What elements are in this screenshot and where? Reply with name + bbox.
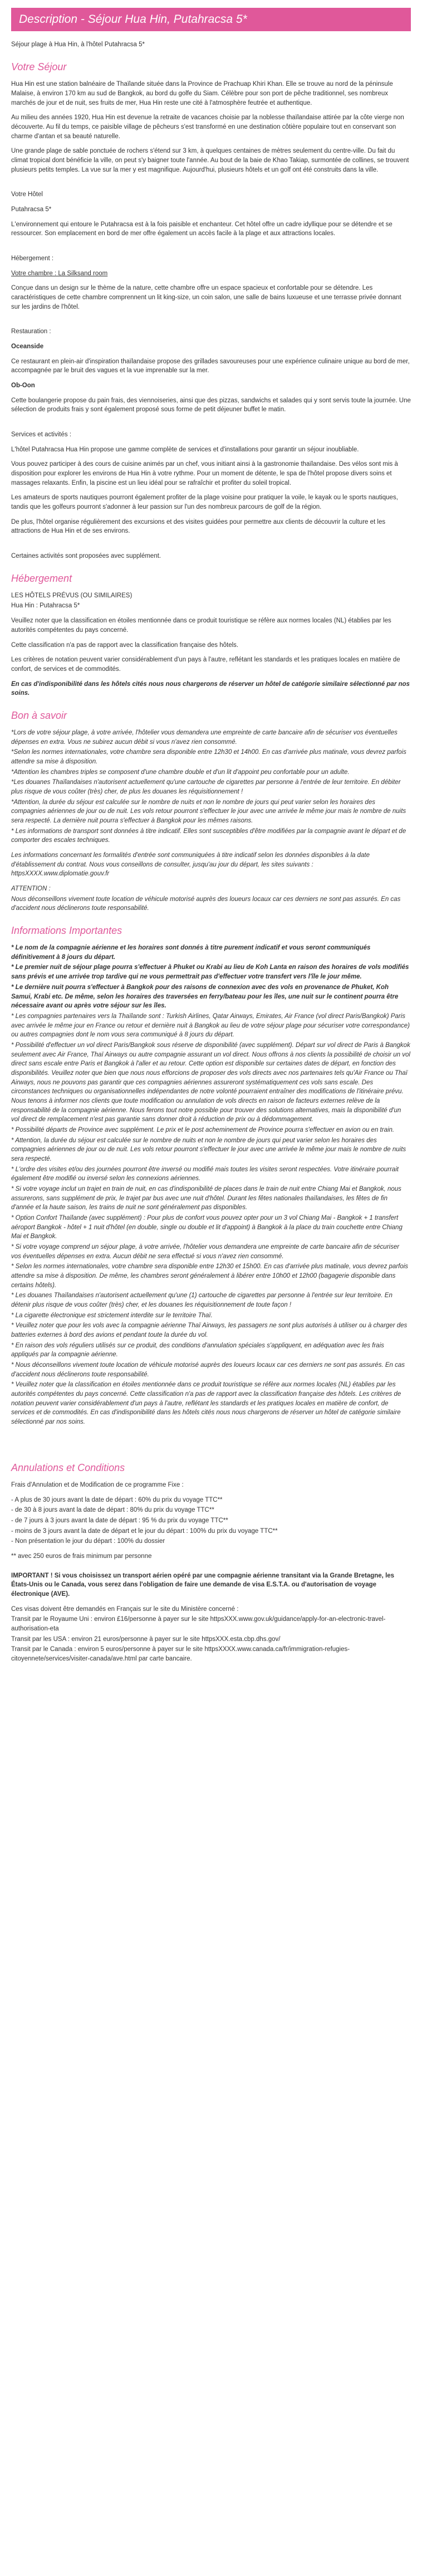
hotel-description: L'environnement qui entoure le Putahracsa est à la fois paisible et enchanteur. Cet hôtel offre un cadre idyllique pour se détendre et se ressourcer. Son emplacement en bord de mer offre également un accès facile à la plage et aux attractions locales. (11, 221, 392, 237)
restaurant-name: Oceanside (11, 343, 44, 350)
info-line: * Veuillez noter que la classification en étoiles mentionnée dans ce produit touristique se réfère aux normes locales (NL) établies par les autorités compétentes du pays concerné. Cette classification n'a pas de rapport avec la classification française des hôtels. Les critères de notation peuvent varier considérablement d'un pays à l'autre, reflétant les standards et les pratiques locales en matière de confort, de services et de commodités. En cas d'indisponibilité dans les hôtels cités nous nous chargerons de réserver un hôtel de catégorie similaire sélectionné par nos soins. (11, 1381, 401, 1426)
hebergement-label: Hébergement : (11, 255, 54, 262)
info-line: * Si votre voyage comprend un séjour plage, à votre arrivée, l'hôtelier vous demandera une empreinte de carte bancaire afin de sécuriser vos éventuelles dépenses en extra. Aucun débit ne sera effectué si vous n'avez rien consommé. (11, 1243, 400, 1260)
info-line: * Le nom de la compagnie aérienne et les horaires sont donnés à titre purement indicatif et vous seront communiqués définitivement à 8 jours du départ. (11, 944, 371, 961)
info-line: * Possibilité départs de Province avec supplément. Le prix et le post acheminement de Province pourra s'effectuer en avion ou en train. (11, 1126, 395, 1133)
restaurant-description: Ce restaurant en plein-air d'inspiration thaïlandaise propose des grillades savoureuses pour une expérience culinaire unique au bord de mer, accompagnée par le bruit des vagues et la vue imprenable sur la mer. (11, 358, 410, 374)
hotel-name: Putahracsa 5* (11, 206, 52, 213)
services-paragraph: L'hôtel Putahracsa Hua Hin propose une gamme complète de services et d'installations pour garantir un séjour inoubliable. (11, 446, 359, 453)
info-line: * Selon les normes internationales, votre chambre sera disponible entre 12h30 et 15h00. En cas d'arrivée plus matinale, vous devrez parfois attendre sa mise à disposition. De même, les chambres seront généralement à libérer entre 10h00 et 12h00 (bagagerie disponible dans certains hôtels). (11, 1263, 409, 1289)
services-note: Certaines activités sont proposées avec supplément. (11, 553, 161, 560)
info-line: * Le premier nuit de séjour plage pourra s'effectuer à Phuket ou Krabi au lieu de Koh Lanta en raison des horaires de vols modifiés sans prévis et une arrivée trop tardive qui ne vous permettrait pas d'effectuer votre transfert vers l'île le jour même. (11, 964, 409, 981)
bon-savoir-line: *Lors de votre séjour plage, à votre arrivée, l'hôtelier vous demandera une empreinte de carte bancaire afin de sécuriser vos éventuelles dépenses en extra. Vous ne subirez aucun débit si vous n'avez rien consommé. (11, 729, 398, 746)
services-label: Services et activités : (11, 431, 72, 438)
info-line: * En raison des vols réguliers utilisés sur ce produit, des conditions d'annulation spéciales s'appliquent, en adéquation avec les frais appliqués par la compagnie aérienne. (11, 1342, 384, 1358)
section-title-hebergement: Hébergement (11, 572, 72, 584)
restaurant-name: Ob-Oon (11, 382, 35, 389)
annulation-note: ** avec 250 euros de frais minimum par personne (11, 1552, 152, 1560)
annulation-item: - Non présentation le jour du départ : 100% du dossier (11, 1538, 165, 1545)
bon-savoir-line: * Les informations de transport sont données à titre indicatif. Elles sont susceptibles d'être modifiées par la compagnie avant le départ et de comporter des escales techniques. (11, 827, 406, 844)
sejour-paragraph: Au milieu des années 1920, Hua Hin est devenue la retraite de vacances choisie par la noblesse thaïlandaise attirée par la côte vierge non découverte. Au fil du temps, ce paisible village de pêcheurs s'est transformé en une destination côtière populaire tout en conservant son charme d'antan et sa beauté naturelle. (11, 114, 404, 140)
section-title-votre-sejour: Votre Séjour (11, 61, 67, 73)
annulation-intro: Frais d'Annulation et de Modification de ce programme Fixe : (11, 1481, 184, 1488)
info-line: * L'ordre des visites et/ou des journées pourront être inversé ou modifié mais toutes les visites seront respectées. Votre itinéraire pourrait également être modifié ou inversé selon les connexions aériennes. (11, 1166, 399, 1182)
info-line: * Possibilité d'effectuer un vol direct Paris/Bangkok sous réserve de disponibilité (avec supplément). Départ sur vol direct de Paris à Bangkok seulement avec Air France, Thaï Airways ou autre compagnie assurant un vol direct. Nous offrons à nos clients la possibilité de choisir un vol direct sans escale entre Paris et Bangkok à l'aller et au retour. Cette option est disponible sur certaines dates de départ, en fonction des disponibilités. Veuillez noter que bien que nous nous efforcions de proposer des vols directs avec nos partenaires tels qu'Air France ou Thaï Airways, nous ne pouvons pas garantir que ces compagnies aériennes assureront systématiquement ces vols sans escale. Des circonstances techniques ou organisationnelles indépendantes de notre volonté pourraient entraîner des modifications de l'itinéraire prévu. Nous tenons à informer nos clients que toute modification ou annulation de vols directs en raison de facteurs externes relève de la responsabilité de la compagnie aérienne. Nous ferons tout notre possible pour trouver des solutions alternatives, mais la disponibilité d'un vol direct de remplacement n'est pas garantie sans donner droit à réduction de prix ou à dédommagement. (11, 1041, 410, 1123)
info-line: * Attention, la durée du séjour est calculée sur le nombre de nuits et non le nombre de jours qui peut varier selon les horaires des compagnies aériennes de jour ou de nuit. Les vols retour pourront s'effectuer le jour avec une arrivée le même jour mais le nombre de nuits sera respecté. (11, 1137, 406, 1162)
section-title-infos: Informations Importantes (11, 925, 122, 937)
info-line: * Le dernière nuit pourra s'effectuer à Bangkok pour des raisons de connexion avec des vols en provenance de Phuket, Koh Samui, Krabi etc. De même, selon les horaires des traversées en ferry/bateau pour les îles, une nuit sur le continent pourra être nécessaire avant ou après votre séjour sur les îles. (11, 983, 399, 1010)
info-line: * Les douanes Thaïlandaises n'autorisent actuellement qu'une (1) cartouche de cigarettes par personne à l'entrée sur leur territoire. En détenir plus risque de vous coûter (très) cher, et les douanes les réquisitionnement de toute façon ! (11, 1292, 392, 1308)
visa-paragraph: Transit par le Royaume Uni : environ £16/personne à payer sur le site httpsXXX.www.gov.uk/guidance/apply-for-an-electronic-travel-authorisation-eta (11, 1616, 386, 1632)
hebergement-paragraph: En cas d'indisponibilité dans les hôtels cités nous nous chargerons de réserver un hôtel de catégorie similaire sélectionné par nos soins. (11, 680, 410, 697)
sejour-paragraph: Hua Hin est une station balnéaire de Thaïlande située dans la Province de Prachuap Khiri Khan. Elle se trouve au nord de la péninsule Malaise, à environ 170 km au sud de Bangkok, au bord du golfe du Siam. Célèbre pour son port de pêche traditionnel, ses nombreux marchés de jour et de nuit, ses fruits de mer, Hua Hin reste une cité à l'atmosphère feutrée et authentique. (11, 81, 393, 106)
section-title-annulations: Annulations et Conditions (11, 1462, 125, 1473)
info-line: * Veuillez noter que pour les vols avec la compagnie aérienne Thaï Airways, les passagers ne sont plus autorisés à utiliser ou à charger des batteries externes à bord des avions et pendant toute la durée du vol. (11, 1322, 408, 1339)
bon-savoir-line: *Les douanes Thaïlandaises n'autorisent actuellement qu'une cartouche de cigarettes par personne à l'entrée de leur territoire. En débiter plus risque de vous coûter (très) cher, de plus les douanes les réquisitionnement ! (11, 779, 401, 795)
hebergement-paragraph: Veuillez noter que la classification en étoiles mentionnée dans ce produit touristique se réfère aux normes locales (NL) établies par les autorités compétentes du pays concerné. (11, 617, 391, 634)
attention-label: ATTENTION : (11, 885, 51, 893)
room-name: Votre chambre : La Silksand room (11, 270, 108, 277)
visa-paragraph: Transit par les USA : environ 21 euros/personne à payer sur le site httpsXXX.esta.cbp.dhs.gov/ (11, 1635, 281, 1643)
attention-text: Nous déconseillons vivement toute location de véhicule motorisé auprès des loueurs locaux car ces derniers ne sont pas assurés. En cas d'accident nous déclinerons toute responsabilité. (11, 895, 401, 912)
annulation-item: - de 7 jours à 3 jours avant la date de départ : 95 % du prix du voyage TTC** (11, 1517, 228, 1524)
hebergement-line: LES HÔTELS PRÉVUS (OU SIMILAIRES) (11, 592, 133, 599)
restaurant-description: Cette boulangerie propose du pain frais, des viennoiseries, ainsi que des pizzas, sandwichs et salades qui y sont servis toute la journée. Une sélection de produits frais y sont également proposé sous forme de petit déjeuner buffet le matin. (11, 397, 411, 413)
annulation-item: - moins de 3 jours avant la date de départ et le jour du départ : 100% du prix du voyage TTC** (11, 1527, 278, 1535)
hotel-heading: Votre Hôtel (11, 191, 43, 198)
visa-paragraph: Ces visas doivent être demandés en Français sur le site du Ministère concerné : (11, 1605, 239, 1613)
room-description: Conçue dans un design sur le thème de la nature, cette chambre offre un espace spacieux et confortable pour se détendre. Les caractéristiques de cette chambre comprennent un lit king-size, un coin salon, une salle de bains luxueuse et une terrasse privée donnant sur les jardins de l'hôtel. (11, 285, 401, 310)
hebergement-line: Hua Hin : Putahracsa 5* (11, 602, 80, 610)
info-line: * La cigarette électronique est strictement interdite sur le territoire Thaï. (11, 1312, 213, 1319)
bon-savoir-line: Les informations concernant les formalités d'entrée sont communiquées à titre indicatif selon les données disponibles à la date d'établissement du contrat. Nous vous conseillons de consulter, jusqu'au jour du départ, les sites suivants : httpsXXXX.www.diplomatie.gouv.fr (11, 852, 370, 878)
annulation-item: - de 30 à 8 jours avant la date de départ : 80% du prix du voyage TTC** (11, 1507, 214, 1514)
info-line: * Option Confort Thaïlande (avec supplément) : Pour plus de confort vous pouvez opter pour un 3 vol Chiang Mai - Bangkok + 1 transfert aéroport Bangkok - hôtel + 1 nuit d'hôtel (en double, single ou double et lit d'appoint) à Bangkok à la place du train couchette entre Chiang Mai et Bangkok. (11, 1214, 403, 1240)
bon-savoir-line: *Attention, la durée du séjour est calculée sur le nombre de nuits et non le nombre de jours qui peut varier selon les horaires des compagnies aériennes de jour ou de nuit. Les vols retour pourront s'effectuer le jour avec une arrivée le même jour mais le nombre de nuits sera respecté. La dernière nuit pourra s'effectuer à Bangkok pour les mêmes raisons. (11, 798, 406, 824)
bon-savoir-line: *Selon les normes internationales, votre chambre sera disponible entre 12h30 et 14h00. En cas d'arrivée plus matinale, vous devrez parfois attendre sa mise à disposition. (11, 749, 406, 765)
important-paragraph: IMPORTANT ! Si vous choisissez un transport aérien opéré par une compagnie aérienne transitant via la Grande Bretagne, les États-Unis ou le Canada, vous serez dans l'obligation de faire une demande de visa E.S.T.A. ou d'autorisation de voyage électronique (AVE). (11, 1572, 395, 1598)
page-title: Description - Séjour Hua Hin, Putahracsa 5* (11, 8, 411, 31)
intro-text: Séjour plage à Hua Hin, à l'hôtel Putahracsa 5* (11, 41, 145, 48)
services-paragraph: Les amateurs de sports nautiques pourront également profiter de la plage voisine pour pratiquer la voile, le kayak ou le sports nautiques, tandis que les golfeurs pourront s'adonner à leur passion sur l'un des nombreux parcours de golf de la région. (11, 494, 398, 511)
info-line: * Si votre voyage inclut un trajet en train de nuit, en cas d'indisponibilité de places dans le train de nuit entre Chiang Mai et Bangkok, nous assurerons, sans supplément de prix, le trajet par bus avec une nuit d'hôtel. Durant les fêtes nationales thaïlandaises, les fêtes de fin d'année et la haute saison, les trains de nuit ne sont généralement pas disponibles. (11, 1185, 401, 1211)
hebergement-paragraph: Les critères de notation peuvent varier considérablement d'un pays à l'autre, reflétant les standards et les pratiques locales en matière de confort, de services et de commodités. (11, 656, 400, 673)
services-paragraph: Vous pouvez participer à des cours de cuisine animés par un chef, vous initiant ainsi à la gastronomie thaïlandaise. Des vélos sont mis à disposition pour explorer les environs de Hua Hin à votre rythme. Pour un moment de détente, le spa de l'hôtel propose divers soins et massages relaxants. Enfin, la piscine est un lieu idéal pour se rafraîchir et profiter du soleil tropical. (11, 461, 398, 486)
annulation-item: - A plus de 30 jours avant la date de départ : 60% du prix du voyage TTC** (11, 1496, 223, 1503)
info-line: * Nous déconseillons vivement toute location de véhicule motorisé auprès des loueurs locaux car ces derniers ne sont pas assurés. En cas d'accident nous déclinerons toute responsabilité. (11, 1362, 405, 1378)
visa-paragraph: Transit par le Canada : environ 5 euros/personne à payer sur le site httpsXXXX.www.canada.ca/fr/immigration-refugies-citoyennete/services/visiter-canada/ave.html par carte bancaire. (11, 1646, 350, 1662)
info-line: * Les compagnies partenaires vers la Thaïlande sont : Turkish Airlines, Qatar Airways, Emirates, Air France (vol direct Paris/Bangkok) Paris avec arrivée le même jour en France ou retour et dernière nuit à Bangkok au lieu de votre séjour plage pour sécuriser votre correspondance) ou autres compagnies dont le nom vous sera communiqué à 8 jours du départ. (11, 1012, 410, 1039)
bon-savoir-line: *Attention les chambres triples se composent d'une chambre double et d'un lit d'appoint peu confortable pour un adulte. (11, 768, 350, 776)
restauration-label: Restauration : (11, 328, 51, 335)
section-title-bon-a-savoir: Bon à savoir (11, 709, 67, 721)
sejour-paragraph: Une grande plage de sable ponctuée de rochers s'étend sur 3 km, à quelques centaines de mètres seulement du centre-ville. Du fait du climat tropical dont bénéficie la ville, on peut s'y baigner toute l'année. Au bout de la baie de Khao Takiap, surmontée de collines, se trouvent plusieurs petits temples. La vue sur la mer y est magnifique. Aujourd'hui, plusieurs hôtels et un golf ont été construits dans la ville. (11, 148, 409, 173)
services-paragraph: De plus, l'hôtel organise régulièrement des excursions et des visites guidées pour permettre aux clients de découvrir la culture et les attractions de Hua Hin et de ses environs. (11, 518, 386, 535)
hebergement-paragraph: Cette classification n'a pas de rapport avec la classification française des hôtels. (11, 641, 239, 649)
